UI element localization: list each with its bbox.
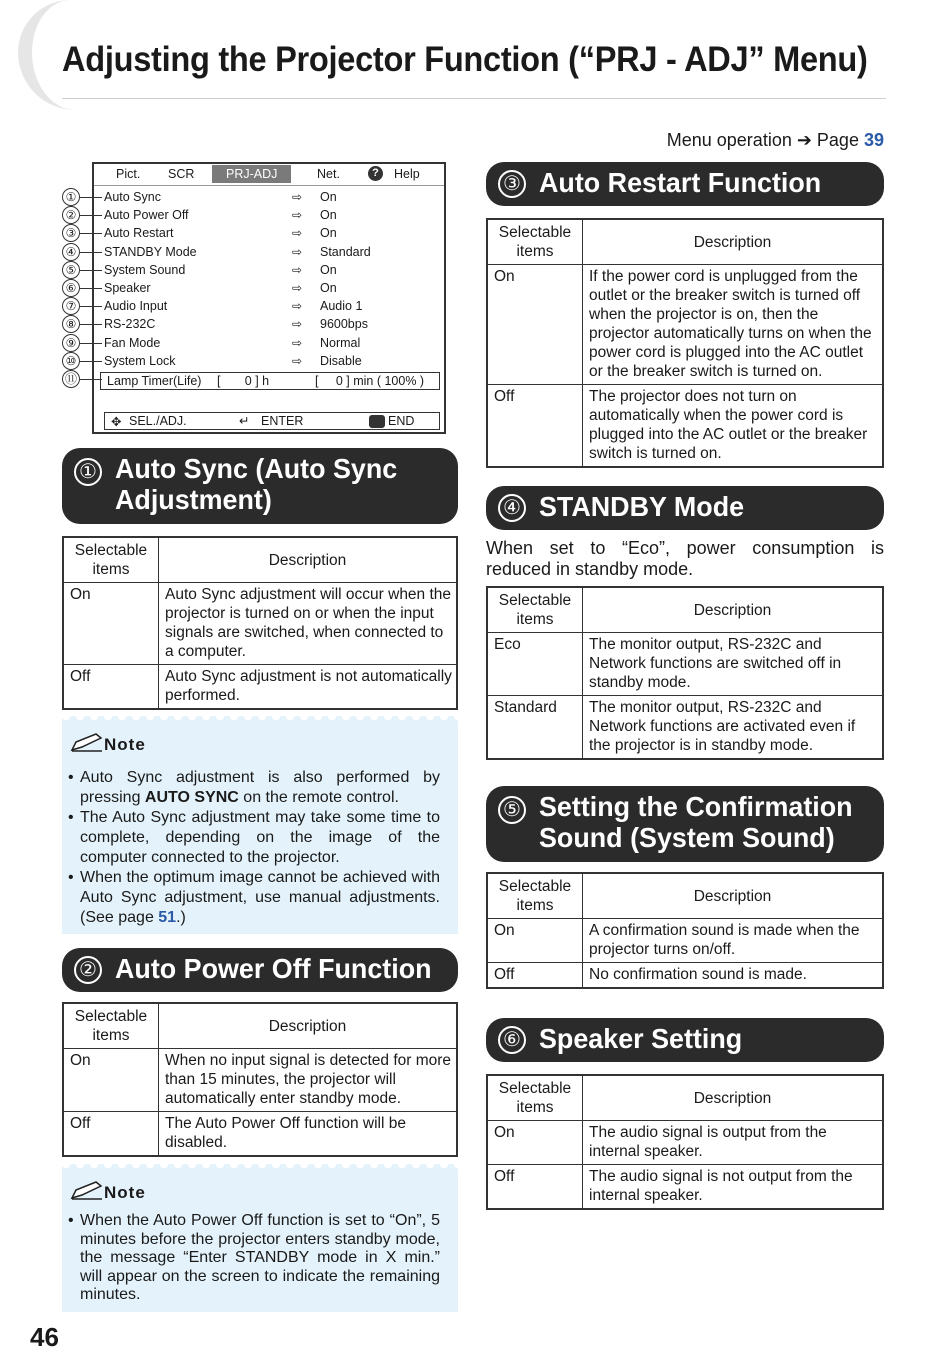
table-row: On Auto Sync adjustment will occur when the projector is turned on or when the input signals are switched, when connected to a computer. <box>63 583 457 665</box>
enter-icon: ↵ <box>239 414 250 428</box>
tab-net[interactable]: Net. <box>317 167 340 181</box>
system-sound-table: Selectable items Description On A confirmation sound is made when the projector turns on/off. Off No confirmation sound is made. <box>486 872 884 989</box>
callout-number: ⑪ <box>62 370 80 388</box>
osd-menu-row[interactable]: Auto Sync ⇨ On <box>104 190 337 204</box>
right-arrow-icon: ⇨ <box>292 299 303 314</box>
standby-intro: When set to “Eco”, power consumption is reduced in standby mode. <box>486 538 884 579</box>
auto-power-off-table: Selectable items Description On When no input signal is detected for more than 15 minutes, the projector will automatically enter standby mode. Off The Auto Power Off function will be disabled. <box>62 1002 458 1157</box>
table-row: On If the power cord is unplugged from the outlet or the breaker switch is turned off when the projector is on, then the projector automatically turns on when the power cord is plugged into the AC outlet or the breaker switch is turned on. <box>487 265 883 385</box>
table-row: Off No confirmation sound is made. <box>487 963 883 989</box>
callout-line <box>80 343 102 344</box>
callout-line <box>80 270 102 271</box>
osd-tab-bar <box>94 164 444 186</box>
speaker-table: Selectable items Description On The audio signal is output from the internal speaker. Off The audio signal is not output from the internal speaker. <box>486 1074 884 1210</box>
callout-number: ⑤ <box>62 261 80 279</box>
section-header-auto-sync: ① Auto Sync (Auto Sync Adjustment) <box>62 448 458 524</box>
osd-menu-row[interactable]: System Sound ⇨ On <box>104 262 337 277</box>
osd-menu-row[interactable]: System Lock ⇨ Disable <box>104 353 362 368</box>
list-item: • Auto Sync adjustment is also performed by pressing AUTO SYNC on the remote control. <box>68 768 440 808</box>
auto-restart-table: Selectable items Description On If the power cord is unplugged from the outlet or the breaker switch is turned off when the projector is on, then the projector automatically turns on when the power cord is plugged into the AC outlet or the breaker switch is turned on. Off The projector does not turn on automatically when the power cord is plugged into the AC outlet or the breaker switch is turned on. <box>486 218 884 468</box>
lamp-timer-row: Lamp Timer(Life) [ 0 ] h [ 0 ] min ( 100% ) <box>100 372 440 390</box>
menu-end-icon <box>369 415 385 428</box>
table-row: Standard The monitor output, RS-232C and Network functions are activated even if the projector is in standby mode. <box>487 696 883 760</box>
note-auto-power-off: Note • When the Auto Power Off function is set to “On”, 5 minutes before the projector enters standby mode, the message “Enter STANDBY mode in X min.” will appear on the screen to indicate the remaining minutes. <box>62 1164 458 1312</box>
osd-menu-row[interactable]: Speaker ⇨ On <box>104 281 337 295</box>
osd-menu-row[interactable]: Auto Power Off ⇨ On <box>104 208 337 223</box>
page-number: 46 <box>30 1322 59 1352</box>
right-arrow-icon: ⇨ <box>292 335 303 350</box>
standby-mode-table: Selectable items Description Eco The monitor output, RS-232C and Network functions are switched off in standby mode. Standard The monitor output, RS-232C and Network functions are activated even if the projector is in standby mode. <box>486 586 884 760</box>
callout-number: ⑧ <box>62 315 80 333</box>
osd-menu <box>92 162 446 434</box>
table-row: On When no input signal is detected for more than 15 minutes, the projector will automatically enter standby mode. <box>63 1049 457 1112</box>
right-arrow-icon: ⇨ <box>292 262 303 277</box>
callout-line <box>80 215 102 216</box>
right-arrow-icon: ⇨ <box>292 208 303 223</box>
tab-pict[interactable]: Pict. <box>116 167 141 181</box>
section-header-auto-power-off: ② Auto Power Off Function <box>62 948 458 992</box>
callout-line <box>80 197 102 198</box>
callout-line <box>80 233 102 234</box>
callout-line <box>80 324 102 325</box>
section-header-auto-restart: ③ Auto Restart Function <box>486 162 884 206</box>
tab-help[interactable]: Help <box>394 167 420 181</box>
page-link[interactable]: 39 <box>863 130 884 150</box>
title-rule <box>62 98 886 99</box>
tab-prj-adj[interactable]: PRJ-ADJ <box>212 165 291 183</box>
tab-scr[interactable]: SCR <box>168 167 195 181</box>
auto-sync-table: Selectable items Description On Auto Sync adjustment will occur when the projector is turned on or when the input signals are switched, when connected to a computer. Off Auto Sync adjustment is not automatically performed. <box>62 536 458 710</box>
right-arrow-icon: ⇨ <box>292 190 303 204</box>
section-header-standby-mode: ④ STANDBY Mode <box>486 486 884 530</box>
right-arrow-icon: ⇨ <box>292 353 303 368</box>
callout-number: ⑩ <box>62 352 80 370</box>
callout-number: ① <box>62 188 80 206</box>
right-arrow-icon: ⇨ <box>292 317 303 332</box>
pen-note-icon <box>70 732 104 754</box>
section-header-system-sound: ⑤ Setting the Confirmation Sound (System Sound) <box>486 786 884 862</box>
osd-menu-row[interactable]: Auto Restart ⇨ On <box>104 226 337 241</box>
osd-footer: ✥ SEL./ADJ. ↵ ENTER END <box>104 412 440 430</box>
callout-number: ② <box>62 206 80 224</box>
osd-menu-row[interactable]: Fan Mode ⇨ Normal <box>104 335 361 350</box>
osd-menu-row[interactable]: STANDBY Mode ⇨ Standard <box>104 244 371 259</box>
menu-operation-ref: Menu operation ➔ Page 39 <box>666 130 884 150</box>
callout-number: ⑨ <box>62 334 80 352</box>
callout-number: ④ <box>62 243 80 261</box>
callout-line <box>80 361 102 362</box>
callout-line <box>80 288 102 289</box>
right-arrow-icon: ⇨ <box>292 226 303 241</box>
osd-menu-row[interactable]: Audio Input ⇨ Audio 1 <box>104 299 363 314</box>
osd-menu-row[interactable]: RS-232C ⇨ 9600bps <box>104 317 368 332</box>
section-header-speaker: ⑥ Speaker Setting <box>486 1018 884 1062</box>
callout-line <box>80 252 102 253</box>
callout-line <box>80 306 102 307</box>
right-arrow-icon: ⇨ <box>292 281 303 295</box>
page-title: Adjusting the Projector Function (“PRJ - ADJ” Menu) <box>62 40 868 79</box>
table-row: On A confirmation sound is made when the projector turns on/off. <box>487 919 883 963</box>
list-item: • The Auto Sync adjustment may take some time to complete, depending on the image of the computer connected to the projector. <box>68 808 440 868</box>
list-item: • When the Auto Power Off function is set to “On”, 5 minutes before the projector enters standby mode, the message “Enter STANDBY mode in X min.” will appear on the screen to indicate the remaining minutes. <box>68 1212 440 1305</box>
pen-note-icon <box>70 1180 104 1202</box>
table-row: Eco The monitor output, RS-232C and Network functions are switched off in standby mode. <box>487 633 883 696</box>
note-auto-sync: Note • Auto Sync adjustment is also performed by pressing AUTO SYNC on the remote control. • The Auto Sync adjustment may take some time to complete, depending on the image of the computer connected to the projector. • When the optimum image cannot be achieved with Auto Sync adjustment, use manual adjustments. (See page 51.) <box>62 716 458 934</box>
callout-number: ③ <box>62 224 80 242</box>
table-row: Off Auto Sync adjustment is not automatically performed. <box>63 665 457 710</box>
callout-number: ⑥ <box>62 279 80 297</box>
callout-number: ⑦ <box>62 297 80 315</box>
table-row: Off The projector does not turn on automatically when the power cord is plugged into the AC outlet or the breaker switch is turned on. <box>487 385 883 468</box>
table-row: Off The Auto Power Off function will be disabled. <box>63 1112 457 1157</box>
callout-line <box>80 379 102 380</box>
table-row: Off The audio signal is not output from the internal speaker. <box>487 1165 883 1210</box>
list-item: • When the optimum image cannot be achieved with Auto Sync adjustment, use manual adjustments. (See page 51.) <box>68 868 440 928</box>
table-row: On The audio signal is output from the internal speaker. <box>487 1121 883 1165</box>
four-way-arrow-icon: ✥ <box>111 415 122 429</box>
page-link-51[interactable]: 51 <box>158 909 177 926</box>
right-arrow-icon: ⇨ <box>292 244 303 259</box>
help-icon[interactable]: ? <box>368 165 383 181</box>
